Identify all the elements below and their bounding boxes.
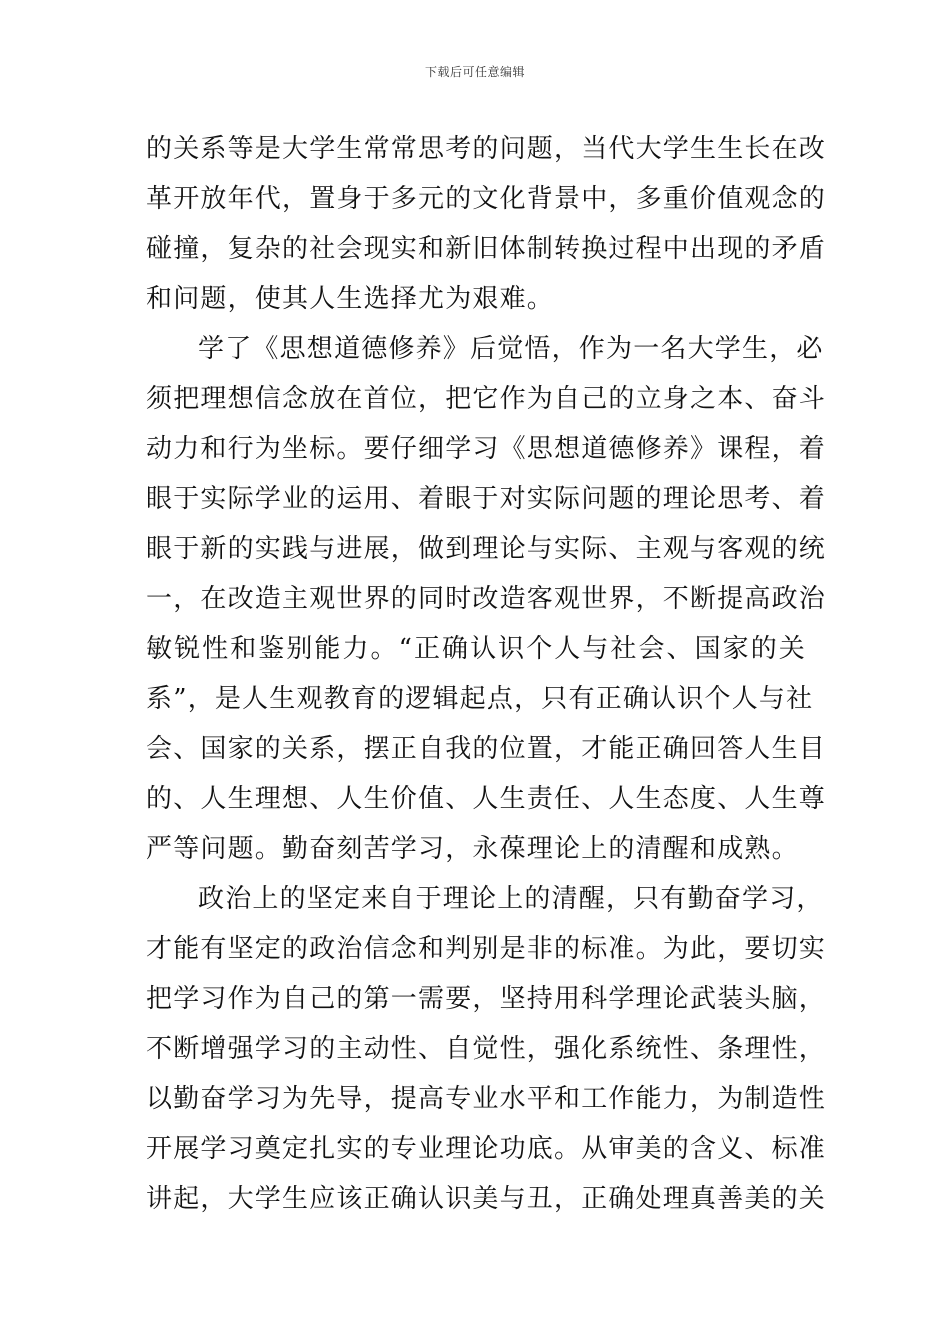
text-line: 的关系等是大学生常常思考的问题，当代大学生生长在改: [146, 134, 827, 164]
text-line: 严等问题。勤奋刻苦学习，永葆理论上的清醒和成熟。: [146, 834, 799, 864]
text-line: 会、国家的关系，摆正自我的位置，才能正确回答人生目: [146, 734, 827, 764]
body-text: [146, 124, 827, 1224]
text-line: 革开放年代，置身于多元的文化背景中，多重价值观念的: [146, 184, 827, 214]
page-header: 下载后可任意编辑: [424, 65, 525, 79]
text-line: 开展学习奠定扎实的专业理论功底。从审美的含义、标准: [146, 1134, 827, 1164]
text-line: 须把理想信念放在首位，把它作为自己的立身之本、奋斗: [146, 384, 827, 414]
text-line: 才能有坚定的政治信念和判别是非的标准。为此，要切实: [146, 934, 827, 964]
text-line: 不断增强学习的主动性、自觉性，强化系统性、条理性，: [146, 1034, 827, 1064]
text-line: 敏锐性和鉴别能力。“正确认识个人与社会、国家的关: [146, 634, 806, 664]
text-line: 的、人生理想、人生价值、人生责任、人生态度、人生尊: [146, 784, 827, 814]
text-line: 动力和行为坐标。要仔细学习《思想道德修养》课程，着: [146, 434, 827, 464]
text-line: 眼于实际学业的运用、着眼于对实际问题的理论思考、着: [146, 484, 827, 514]
text-line: 系”，是人生观教育的逻辑起点，只有正确认识个人与社: [146, 684, 814, 714]
text-line: 一，在改造主观世界的同时改造客观世界，不断提高政治: [146, 584, 827, 614]
text-line: 把学习作为自己的第一需要，坚持用科学理论武装头脑，: [146, 984, 827, 1014]
text-line: 和问题，使其人生选择尤为艰难。: [146, 284, 555, 314]
text-line: 政治上的坚定来自于理论上的清醒，只有勤奋学习，: [198, 884, 824, 914]
text-line: 碰撞，复杂的社会现实和新旧体制转换过程中出现的矛盾: [146, 234, 827, 264]
text-line: 讲起，大学生应该正确认识美与丑，正确处理真善美的关: [146, 1184, 827, 1214]
text-line: 眼于新的实践与进展，做到理论与实际、主观与客观的统: [146, 534, 827, 564]
text-line: 以勤奋学习为先导，提高专业水平和工作能力，为制造性: [146, 1084, 827, 1114]
text-line: 学了《思想道德修养》后觉悟，作为一名大学生，必: [198, 334, 824, 364]
